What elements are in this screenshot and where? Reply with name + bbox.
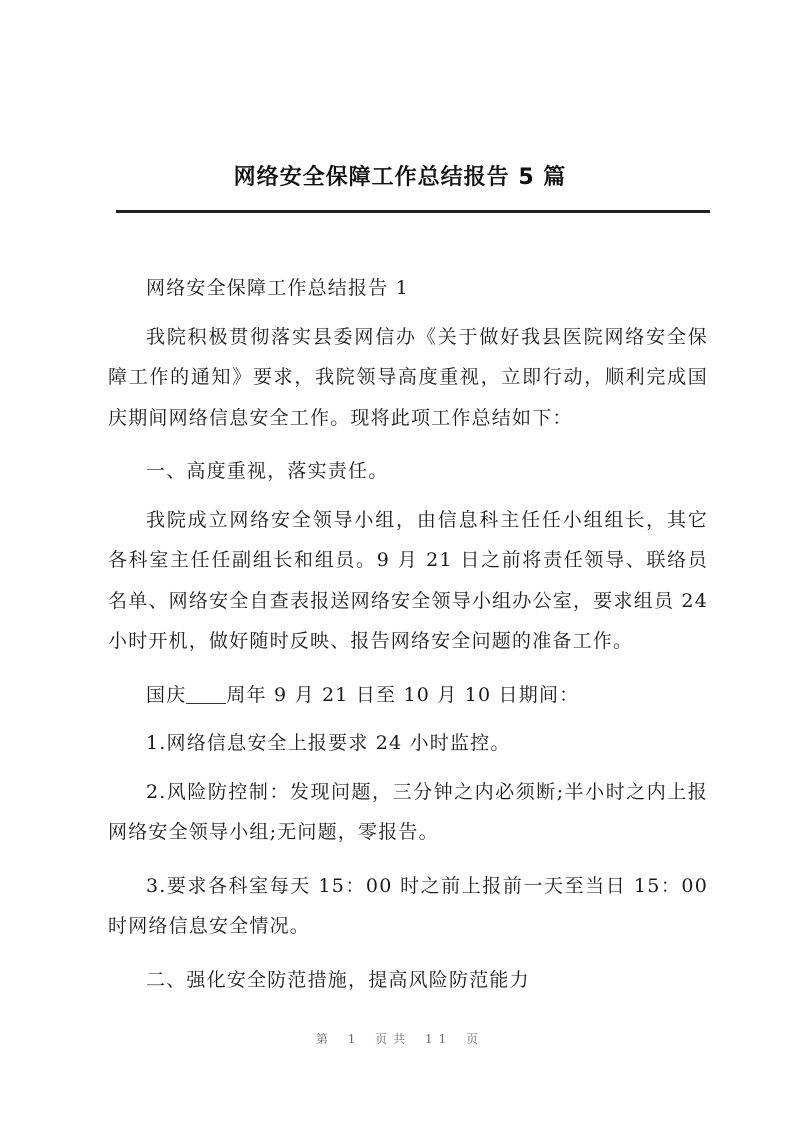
footer-prefix: 第 <box>315 1032 334 1046</box>
footer-page-number: 1 <box>347 1032 362 1046</box>
section-heading-1: 一、高度重视，落实责任。 <box>146 460 389 482</box>
section-heading-2: 二、强化安全防范措施，提高风险防范能力 <box>146 968 530 991</box>
footer-middle: 页共 <box>375 1032 412 1046</box>
footer-total-pages: 11 <box>425 1032 453 1046</box>
period-suffix: 周年 9 月 21 日至 10 月 10 日期间： <box>226 683 580 706</box>
footer-suffix: 页 <box>466 1032 485 1046</box>
list-item-2: 2.风险防控制：发现问题，三分钟之内必须断;半小时之内上报网络安全领导小组;无问题，零报告。 <box>108 780 708 843</box>
paragraph-leadership: 我院成立网络安全领导小组，由信息科主任任小组组长，其它各科室主任任副组长和组员。9 月 21 日之前将责任领导、联络员名单、网络安全自查表报送网络安全领导小组办公室，要求组员 24 小时开机，做好随时反映、报告网络安全问题的准备工作。 <box>108 508 708 652</box>
period-prefix: 国庆 <box>146 683 187 706</box>
paragraph-intro: 我院积极贯彻落实县委网信办《关于做好我县医院网络安全保障工作的通知》要求，我院领导高度重视，立即行动，顺利完成国庆期间网络信息安全工作。现将此项工作总结如下： <box>108 325 708 429</box>
list-item-3: 3.要求各科室每天 15：00 时之前上报前一天至当日 15：00 时网络信息安全情况。 <box>108 874 708 937</box>
document-body <box>108 268 708 1013</box>
blank-underline <box>186 684 226 704</box>
paragraph-period <box>108 675 708 716</box>
list-item-1: 1.网络信息安全上报要求 24 小时监控。 <box>146 732 511 754</box>
page-footer <box>0 1030 800 1047</box>
title-divider <box>116 210 710 213</box>
report-heading: 网络安全保障工作总结报告 1 <box>146 277 409 299</box>
document-title: 网络安全保障工作总结报告 5 篇 <box>233 165 567 190</box>
